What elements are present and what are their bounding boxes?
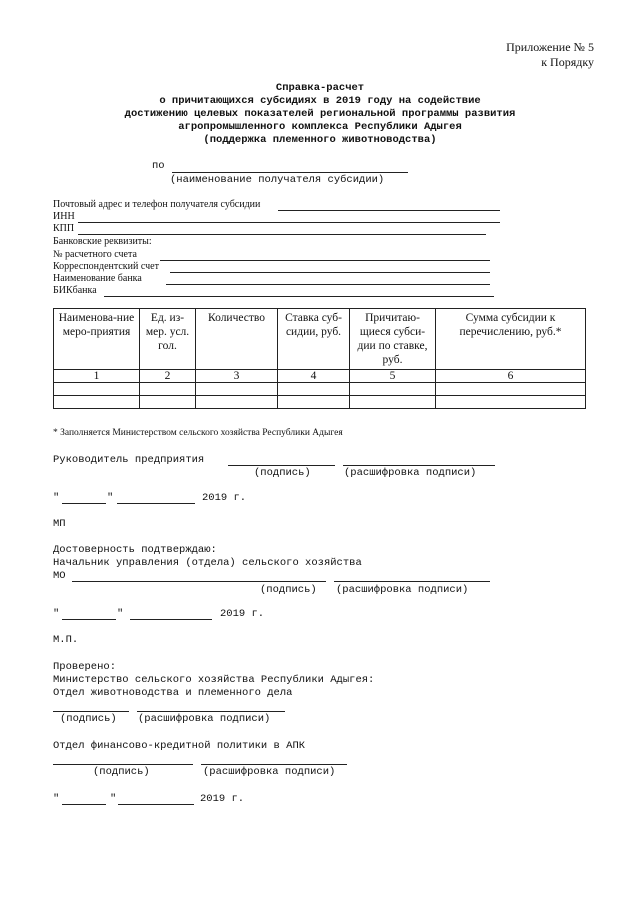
subsidy-table: [53, 308, 586, 409]
table-cell[interactable]: [350, 383, 436, 396]
table-number-cell: 1: [54, 370, 140, 383]
head-decode-caption: (расшифровка подписи): [344, 467, 477, 479]
recipient-line[interactable]: [172, 172, 408, 173]
bik-label: БИКбанка: [53, 285, 97, 296]
stamp-mark-2: М.П.: [53, 634, 79, 646]
stamp-mark-1: МП: [53, 518, 66, 530]
head-signature-caption: (подпись): [254, 467, 311, 479]
date1-month-line[interactable]: [117, 503, 195, 504]
date3-quote-close: ": [110, 793, 117, 805]
checked-line-1: Проверено:: [53, 661, 117, 673]
footnote: * Заполняется Министерством сельского хозяйства Республики Адыгея: [53, 428, 343, 438]
inn-line[interactable]: [78, 222, 500, 223]
kpp-line[interactable]: [78, 234, 486, 235]
checked-decode-caption: (расшифровка подписи): [138, 713, 271, 725]
recipient-prefix: по: [152, 160, 165, 172]
table-header-cell: Причитаю-щиеся субси-дии по ставке, руб.: [350, 309, 436, 370]
table-cell[interactable]: [196, 396, 278, 409]
appendix-note: [506, 40, 594, 70]
bik-line[interactable]: [104, 296, 494, 297]
bank-name-line[interactable]: [166, 284, 490, 285]
confirm-signature-line[interactable]: [72, 581, 326, 582]
table-number-cell: 4: [278, 370, 350, 383]
confirm-decode-line[interactable]: [334, 581, 490, 582]
account-line[interactable]: [160, 260, 490, 261]
date1-quote-open: ": [53, 492, 60, 504]
finance-signature-caption: (подпись): [93, 766, 150, 778]
table-cell[interactable]: [54, 383, 140, 396]
finance-signature-line[interactable]: [53, 764, 193, 765]
inn-label: ИНН: [53, 211, 75, 222]
title-line-3: достижению целевых показателей региональной программы развития: [124, 108, 516, 120]
date3-year: 2019 г.: [200, 793, 245, 805]
table-cell[interactable]: [196, 383, 278, 396]
date2-day-line[interactable]: [62, 619, 116, 620]
table-cell[interactable]: [54, 396, 140, 409]
checked-decode-line[interactable]: [137, 711, 285, 712]
confirm-signature-caption: (подпись): [260, 584, 317, 596]
date1-quote-close: ": [107, 492, 114, 504]
recipient-caption: (наименование получателя субсидии): [170, 174, 385, 186]
finance-decode-line[interactable]: [201, 764, 347, 765]
table-number-cell: 3: [196, 370, 278, 383]
postal-line[interactable]: [278, 210, 500, 211]
table-number-row: [54, 370, 586, 383]
corr-account-line[interactable]: [170, 272, 490, 273]
confirm-line-1: Достоверность подтверждаю:: [53, 544, 217, 556]
checked-line-2: Министерство сельского хозяйства Республики Адыгея:: [53, 674, 375, 686]
title-line-5: (поддержка племенного животноводства): [203, 134, 437, 146]
finance-line-1: Отдел финансово-кредитной политики в АПК: [53, 740, 306, 752]
date2-quote-close: ": [117, 608, 124, 620]
head-sign-label: Руководитель предприятия: [53, 454, 205, 466]
table-row[interactable]: [54, 396, 586, 409]
corr-account-label: Корреспондентский счет: [53, 261, 159, 272]
date3-quote-open: ": [53, 793, 60, 805]
table-cell[interactable]: [140, 383, 196, 396]
head-signature-line[interactable]: [228, 465, 335, 466]
title-line-2: о причитающихся субсидиях в 2019 году на содействие: [159, 95, 481, 107]
checked-signature-line[interactable]: [53, 711, 129, 712]
confirm-decode-caption: (расшифровка подписи): [336, 584, 469, 596]
checked-signature-caption: (подпись): [60, 713, 117, 725]
date2-year: 2019 г.: [220, 608, 265, 620]
appendix-line-2: к Порядку: [541, 55, 594, 69]
document-title: [0, 82, 640, 147]
table-number-cell: 6: [436, 370, 586, 383]
table-number-cell: 5: [350, 370, 436, 383]
confirm-mo-label: МО: [53, 570, 66, 582]
table-header-cell: Сумма субсидии к перечислению, руб.*: [436, 309, 586, 370]
date1-day-line[interactable]: [62, 503, 106, 504]
table-header-cell: Количество: [196, 309, 278, 370]
title-line-4: агропромышленного комплекса Республики Адыгея: [178, 121, 462, 133]
date1-year: 2019 г.: [202, 492, 247, 504]
appendix-line-1: Приложение № 5: [506, 40, 594, 54]
bank-details-label: Банковские реквизиты:: [53, 236, 152, 247]
table-header-cell: Ед. из-мер. усл. гол.: [140, 309, 196, 370]
table-cell[interactable]: [436, 396, 586, 409]
date2-month-line[interactable]: [130, 619, 212, 620]
bank-name-label: Наименование банка: [53, 273, 142, 284]
date3-month-line[interactable]: [118, 804, 194, 805]
table-cell[interactable]: [278, 396, 350, 409]
date2-quote-open: ": [53, 608, 60, 620]
table-cell[interactable]: [350, 396, 436, 409]
account-label: № расчетного счета: [53, 249, 137, 260]
table-cell[interactable]: [278, 383, 350, 396]
table-header-cell: Наименова-ние меро-приятия: [54, 309, 140, 370]
postal-label: Почтовый адрес и телефон получателя субсидии: [53, 199, 261, 210]
head-decode-line[interactable]: [343, 465, 495, 466]
table-cell[interactable]: [436, 383, 586, 396]
kpp-label: КПП: [53, 223, 75, 234]
date3-day-line[interactable]: [62, 804, 106, 805]
finance-decode-caption: (расшифровка подписи): [203, 766, 336, 778]
checked-line-3: Отдел животноводства и племенного дела: [53, 687, 293, 699]
table-number-cell: 2: [140, 370, 196, 383]
title-line-1: Справка-расчет: [275, 82, 365, 94]
table-header-cell: Ставка суб-сидии, руб.: [278, 309, 350, 370]
table-row[interactable]: [54, 383, 586, 396]
confirm-line-2: Начальник управления (отдела) сельского хозяйства: [53, 557, 362, 569]
table-header-row: [54, 309, 586, 370]
table-cell[interactable]: [140, 396, 196, 409]
